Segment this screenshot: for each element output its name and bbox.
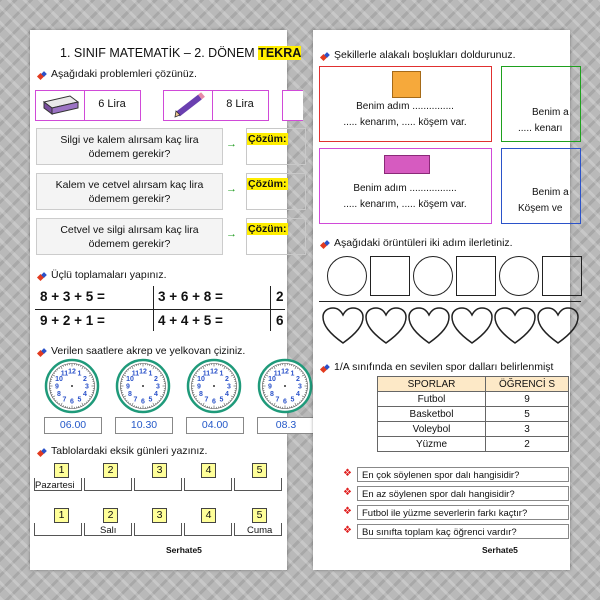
shape-card-cut: Benim a ..... kenarı — [501, 66, 581, 142]
day-slot[interactable] — [134, 478, 182, 491]
solution-box-2[interactable]: Çözüm: — [246, 173, 306, 210]
table-row: Yüzme 2 — [378, 437, 569, 452]
svg-text:1: 1 — [148, 370, 153, 378]
svg-text:8: 8 — [57, 391, 61, 399]
day-number: 2 — [103, 508, 118, 523]
day-slot[interactable] — [184, 478, 232, 491]
column-header: ÖĞRENCİ S — [486, 377, 569, 392]
svg-text:3: 3 — [85, 383, 89, 391]
table-row: Voleybol 3 — [378, 422, 569, 437]
svg-text:3: 3 — [298, 383, 302, 391]
svg-text:4: 4 — [296, 391, 300, 399]
day-number: 1 — [54, 463, 69, 478]
square-outline-shape — [370, 256, 410, 296]
svg-text:6: 6 — [283, 398, 287, 406]
day-number: 1 — [54, 508, 69, 523]
time-label: 04.00 — [186, 417, 244, 434]
section-sports-title: 1/A sınıfında en sevilen spor dalları belirlenmişt — [334, 361, 554, 373]
svg-text:4: 4 — [83, 391, 87, 399]
svg-text:11: 11 — [60, 370, 69, 378]
day-number: 3 — [152, 463, 167, 478]
svg-text:11: 11 — [202, 370, 211, 378]
heart-icon — [493, 306, 537, 346]
bullet-icon — [38, 349, 47, 358]
bullet-icon — [38, 72, 47, 81]
svg-text:1: 1 — [77, 370, 82, 378]
day-label: Pazartesi — [35, 480, 75, 491]
question-box-1: Silgi ve kalem alırsam kaç lira ödemem gerekir? — [36, 128, 223, 165]
svg-text:12: 12 — [281, 368, 289, 376]
diamond-bullet-icon: ❖ — [343, 468, 352, 479]
day-slot[interactable] — [234, 478, 282, 491]
section-days-title: Tablolardaki eksik günleri yazınız. — [51, 445, 208, 457]
circle-shape — [327, 256, 367, 296]
arrow-right-icon: → — [226, 183, 237, 195]
svg-text:5: 5 — [219, 396, 224, 404]
svg-text:1: 1 — [290, 370, 295, 378]
ruler-price-card-cut — [282, 90, 303, 121]
eraser-icon — [40, 94, 82, 116]
question-box-3: Cetvel ve silgi alırsam kaç lira ödemem gerekir? — [36, 218, 223, 255]
day-label: Cuma — [247, 525, 273, 536]
table-row: Basketbol 5 — [378, 407, 569, 422]
solution-box-1[interactable]: Çözüm: — [246, 128, 306, 165]
heart-icon — [321, 306, 365, 346]
svg-text:2: 2 — [225, 376, 229, 384]
pencil-price: 8 Lira — [226, 98, 254, 110]
bullet-icon — [38, 449, 47, 458]
day-number: 5 — [252, 508, 267, 523]
day-label: Salı — [100, 525, 117, 536]
arrow-right-icon: → — [226, 228, 237, 240]
heart-icon — [364, 306, 408, 346]
question-box-2: Kalem ve cetvel alırsam kaç lira ödemem gerekir? — [36, 173, 223, 210]
question-row[interactable]: En az söylenen spor dalı hangisidir? — [357, 486, 569, 501]
svg-text:7: 7 — [62, 396, 67, 404]
shape-card-cut: Benim a Köşem ve — [501, 148, 581, 224]
section-problems-title: Aşağıdaki problemleri çözünüz. — [51, 68, 197, 80]
svg-text:11: 11 — [273, 370, 282, 378]
svg-text:6: 6 — [70, 398, 74, 406]
svg-text:9: 9 — [197, 383, 201, 391]
question-row[interactable]: Futbol ile yüzme severlerin farkı kaçtır? — [357, 505, 569, 520]
shape-card-rectangle: Benim adım ................. ..... kenarım, ..... köşem var. — [319, 148, 492, 224]
time-label-cut: 08.3 — [257, 417, 315, 434]
svg-text:8: 8 — [270, 391, 274, 399]
day-slot[interactable] — [134, 523, 182, 536]
day-number: 4 — [201, 463, 216, 478]
svg-text:3: 3 — [227, 383, 231, 391]
clock-face-icon — [115, 358, 171, 414]
svg-text:11: 11 — [131, 370, 140, 378]
bullet-icon — [38, 273, 47, 282]
square-outline-shape — [542, 256, 582, 296]
section-patterns-title: Aşağıdaki örüntüleri iki adım ilerletiniz. — [334, 237, 513, 249]
svg-text:9: 9 — [268, 383, 272, 391]
bullet-icon — [321, 365, 330, 374]
circle-shape — [413, 256, 453, 296]
svg-text:9: 9 — [55, 383, 59, 391]
day-slot[interactable] — [184, 523, 232, 536]
time-label: 10.30 — [115, 417, 173, 434]
bullet-icon — [321, 241, 330, 250]
svg-text:7: 7 — [133, 396, 138, 404]
divider — [319, 301, 581, 302]
circle-shape — [499, 256, 539, 296]
svg-text:10: 10 — [268, 376, 276, 384]
heart-icon — [536, 306, 580, 346]
addition-problem: 3 + 6 + 8 = — [158, 289, 223, 304]
heart-icon — [450, 306, 494, 346]
svg-text:9: 9 — [126, 383, 130, 391]
diamond-bullet-icon: ❖ — [343, 487, 352, 498]
solution-box-3[interactable]: Çözüm: — [246, 218, 306, 255]
pencil-price-card — [163, 90, 269, 121]
svg-text:4: 4 — [225, 391, 229, 399]
diamond-bullet-icon: ❖ — [343, 525, 352, 536]
svg-text:8: 8 — [199, 391, 203, 399]
arrow-right-icon: → — [226, 138, 237, 150]
section-shapes-title: Şekillerle alakalı boşlukları doldurunuz. — [334, 49, 516, 61]
day-slot[interactable] — [34, 523, 82, 536]
worksheet-title — [60, 46, 301, 60]
day-slot[interactable] — [84, 478, 132, 491]
pencil-icon — [172, 93, 208, 118]
svg-text:10: 10 — [55, 376, 63, 384]
bullet-icon — [321, 53, 330, 62]
square-shape — [392, 71, 421, 98]
clock-face-icon — [44, 358, 100, 414]
addition-problem-cut: 6 — [276, 313, 284, 328]
svg-text:5: 5 — [148, 396, 153, 404]
rectangle-shape — [384, 155, 430, 174]
sports-table — [377, 376, 569, 452]
footer-author: Serhate5 — [482, 545, 518, 555]
svg-text:1: 1 — [219, 370, 224, 378]
svg-text:12: 12 — [210, 368, 218, 376]
table-header-row — [378, 377, 569, 392]
shape-card-square: Benim adım ............... ..... kenarım, ..... köşem var. — [319, 66, 492, 142]
title-highlight: TEKRA — [258, 46, 302, 60]
day-number: 5 — [252, 463, 267, 478]
svg-text:4: 4 — [154, 391, 158, 399]
svg-text:10: 10 — [197, 376, 205, 384]
square-outline-shape — [456, 256, 496, 296]
footer-author: Serhate5 — [166, 545, 202, 555]
svg-text:8: 8 — [128, 391, 132, 399]
svg-text:5: 5 — [77, 396, 82, 404]
day-number: 4 — [201, 508, 216, 523]
addition-problem: 9 + 2 + 1 = — [40, 313, 105, 328]
svg-text:2: 2 — [154, 376, 158, 384]
svg-text:10: 10 — [126, 376, 134, 384]
diamond-bullet-icon: ❖ — [343, 506, 352, 517]
day-number: 2 — [103, 463, 118, 478]
worksheet-page-1 — [30, 30, 302, 570]
worksheet-page-2 — [313, 30, 570, 570]
svg-text:7: 7 — [204, 396, 209, 404]
column-header: SPORLAR — [378, 377, 486, 392]
addition-problem: 8 + 3 + 5 = — [40, 289, 105, 304]
section-addition-title: Üçlü toplamaları yapınız. — [51, 269, 167, 281]
divider — [35, 309, 285, 310]
heart-icon — [407, 306, 451, 346]
section-clocks-title: Verilen saatlere akrep ve yelkovan çiziniz. — [51, 345, 246, 357]
eraser-price-card — [35, 90, 141, 121]
svg-text:12: 12 — [139, 368, 147, 376]
day-number: 3 — [152, 508, 167, 523]
question-row[interactable]: Bu sınıfta toplam kaç öğrenci vardır? — [357, 524, 569, 539]
svg-text:3: 3 — [156, 383, 160, 391]
time-label: 06.00 — [44, 417, 102, 434]
clock-face-icon — [257, 358, 313, 414]
svg-text:6: 6 — [141, 398, 145, 406]
table-row: Futbol 9 — [378, 392, 569, 407]
svg-text:5: 5 — [290, 396, 295, 404]
addition-problem-cut: 2 — [276, 289, 284, 304]
svg-text:12: 12 — [68, 368, 76, 376]
title-text: 1. SINIF MATEMATİK – 2. DÖNEM — [60, 46, 255, 60]
svg-text:7: 7 — [275, 396, 280, 404]
clock-face-icon — [186, 358, 242, 414]
svg-text:6: 6 — [212, 398, 216, 406]
eraser-price: 6 Lira — [98, 98, 126, 110]
svg-text:2: 2 — [296, 376, 300, 384]
svg-text:2: 2 — [83, 376, 87, 384]
addition-problem: 4 + 4 + 5 = — [158, 313, 223, 328]
question-row[interactable]: En çok söylenen spor dalı hangisidir? — [357, 467, 569, 482]
